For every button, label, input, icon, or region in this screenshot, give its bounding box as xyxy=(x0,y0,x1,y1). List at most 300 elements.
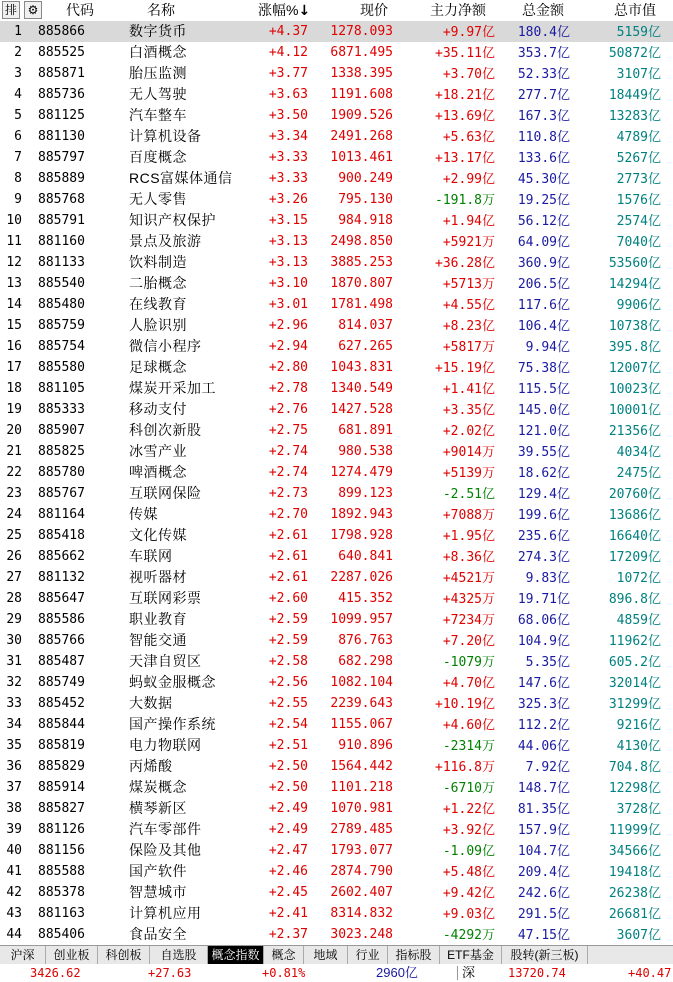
row-net-flow-unit: 万 xyxy=(481,340,495,355)
row-change: +2.78 xyxy=(268,381,308,396)
row-amount-value: 19.25 xyxy=(517,193,557,208)
row-net-flow-unit: 亿 xyxy=(481,25,495,40)
table-row[interactable] xyxy=(0,210,673,231)
tab-1[interactable]: 创业板 xyxy=(46,946,98,964)
row-net-flow-value: +3.70 xyxy=(442,67,482,82)
row-index: 9 xyxy=(14,192,22,207)
row-amount xyxy=(495,231,570,252)
row-net-flow xyxy=(405,714,495,735)
row-amount-value: 9.83 xyxy=(525,571,557,586)
row-price: 682.298 xyxy=(338,654,393,669)
table-row[interactable] xyxy=(0,777,673,798)
header-net-flow[interactable]: 主力净额 xyxy=(430,2,486,18)
table-row[interactable] xyxy=(0,63,673,84)
row-amount-value: 18.62 xyxy=(517,466,557,481)
row-price: 681.891 xyxy=(338,423,393,438)
row-market-cap xyxy=(576,609,661,630)
row-amount-value: 121.0 xyxy=(517,424,557,439)
row-net-flow-unit: 万 xyxy=(481,655,495,670)
row-net-flow-value: +5.63 xyxy=(442,130,482,145)
row-net-flow xyxy=(405,420,495,441)
row-price: 910.896 xyxy=(338,738,393,753)
row-net-flow-value: +13.69 xyxy=(435,109,482,124)
row-change: +3.33 xyxy=(268,150,308,165)
row-net-flow xyxy=(405,483,495,504)
table-row[interactable] xyxy=(0,714,673,735)
row-market-cap xyxy=(576,189,661,210)
sort-button[interactable]: 排 xyxy=(2,1,20,19)
row-amount-unit: 亿 xyxy=(556,781,570,796)
row-net-flow xyxy=(405,252,495,273)
row-amount-unit: 亿 xyxy=(556,382,570,397)
table-row[interactable] xyxy=(0,882,673,903)
row-amount-value: 235.6 xyxy=(517,529,557,544)
row-name: 文化传媒 xyxy=(129,527,187,543)
row-market-cap-value: 7040 xyxy=(616,235,648,250)
row-amount-value: 291.5 xyxy=(517,907,557,922)
row-name: 移动支付 xyxy=(129,401,187,417)
row-market-cap-value: 3607 xyxy=(616,928,648,943)
table-row[interactable] xyxy=(0,273,673,294)
table-row[interactable] xyxy=(0,756,673,777)
row-net-flow-unit: 亿 xyxy=(481,529,495,544)
row-index: 30 xyxy=(6,633,22,648)
row-market-cap-unit: 亿 xyxy=(647,487,661,502)
row-amount-unit: 亿 xyxy=(556,550,570,565)
row-change: +2.73 xyxy=(268,486,308,501)
row-amount-unit: 亿 xyxy=(556,109,570,124)
row-amount xyxy=(495,84,570,105)
tab-9[interactable]: ETF基金 xyxy=(440,946,502,964)
table-row[interactable] xyxy=(0,294,673,315)
row-price: 2602.407 xyxy=(330,885,393,900)
row-index: 5 xyxy=(14,108,22,123)
row-change: +2.54 xyxy=(268,717,308,732)
row-market-cap-value: 13283 xyxy=(608,109,648,124)
table-row[interactable] xyxy=(0,525,673,546)
row-code: 885480 xyxy=(38,297,85,312)
row-amount-value: 106.4 xyxy=(517,319,557,334)
row-index: 32 xyxy=(6,675,22,690)
row-amount xyxy=(495,672,570,693)
row-market-cap-value: 896.8 xyxy=(608,592,648,607)
row-market-cap-unit: 亿 xyxy=(647,529,661,544)
row-net-flow xyxy=(405,147,495,168)
row-index: 24 xyxy=(6,507,22,522)
header-market-cap[interactable]: 总市值 xyxy=(614,2,656,18)
row-market-cap xyxy=(576,651,661,672)
row-name: 二胎概念 xyxy=(129,275,187,291)
row-change: +2.50 xyxy=(268,759,308,774)
row-market-cap-value: 11999 xyxy=(608,823,648,838)
row-index: 37 xyxy=(6,780,22,795)
row-net-flow xyxy=(405,798,495,819)
row-name: 智能交通 xyxy=(129,632,187,648)
row-name: 足球概念 xyxy=(129,359,187,375)
row-amount xyxy=(495,483,570,504)
row-amount xyxy=(495,378,570,399)
table-row[interactable] xyxy=(0,546,673,567)
gear-icon[interactable]: ⚙ xyxy=(24,1,42,19)
row-market-cap-value: 31299 xyxy=(608,697,648,712)
row-amount-unit: 亿 xyxy=(556,739,570,754)
sh-index-change: +27.63 xyxy=(148,966,192,980)
row-amount xyxy=(495,861,570,882)
row-price: 627.265 xyxy=(338,339,393,354)
row-amount-value: 360.9 xyxy=(517,256,557,271)
row-amount-unit: 亿 xyxy=(556,655,570,670)
row-change: +2.49 xyxy=(268,801,308,816)
row-net-flow xyxy=(405,504,495,525)
row-market-cap xyxy=(576,567,661,588)
row-name: 电力物联网 xyxy=(129,737,202,753)
row-change: +2.37 xyxy=(268,927,308,942)
row-name: 景点及旅游 xyxy=(129,233,202,249)
row-code: 885866 xyxy=(38,24,85,39)
row-net-flow-unit: 万 xyxy=(481,193,495,208)
row-net-flow xyxy=(405,924,495,945)
row-market-cap-value: 1072 xyxy=(616,571,648,586)
table-row[interactable] xyxy=(0,42,673,63)
row-net-flow-value: -4292 xyxy=(442,928,482,943)
table-row[interactable] xyxy=(0,315,673,336)
row-net-flow-value: +8.36 xyxy=(442,550,482,565)
row-net-flow-value: +5921 xyxy=(442,235,482,250)
row-market-cap-unit: 亿 xyxy=(647,214,661,229)
row-market-cap-unit: 亿 xyxy=(647,613,661,628)
table-row[interactable] xyxy=(0,903,673,924)
row-market-cap xyxy=(576,252,661,273)
row-market-cap xyxy=(576,672,661,693)
row-net-flow xyxy=(405,819,495,840)
row-price: 1338.395 xyxy=(330,66,393,81)
row-market-cap xyxy=(576,714,661,735)
row-amount-unit: 亿 xyxy=(556,487,570,502)
tab-6[interactable]: 地域 xyxy=(304,946,348,964)
row-price: 876.763 xyxy=(338,633,393,648)
row-change: +2.61 xyxy=(268,570,308,585)
table-row[interactable] xyxy=(0,105,673,126)
row-net-flow-value: -2314 xyxy=(442,739,482,754)
row-market-cap-value: 16640 xyxy=(608,529,648,544)
row-net-flow-unit: 亿 xyxy=(481,718,495,733)
tab-10[interactable]: 股转(新三板) xyxy=(502,946,588,964)
row-amount xyxy=(495,42,570,63)
row-price: 1798.928 xyxy=(330,528,393,543)
row-name: 煤炭概念 xyxy=(129,779,187,795)
row-net-flow xyxy=(405,462,495,483)
tab-5[interactable]: 概念 xyxy=(264,946,304,964)
table-row[interactable] xyxy=(0,378,673,399)
table-row[interactable] xyxy=(0,420,673,441)
row-code: 885914 xyxy=(38,780,85,795)
row-market-cap-unit: 亿 xyxy=(647,403,661,418)
row-net-flow-unit: 亿 xyxy=(481,67,495,82)
row-market-cap xyxy=(576,336,661,357)
row-name: 科创次新股 xyxy=(129,422,202,438)
table-row[interactable] xyxy=(0,609,673,630)
row-code: 885889 xyxy=(38,171,85,186)
header-code[interactable]: 代码 xyxy=(66,2,94,18)
table-row[interactable] xyxy=(0,840,673,861)
row-net-flow xyxy=(405,336,495,357)
row-market-cap xyxy=(576,168,661,189)
row-net-flow-unit: 亿 xyxy=(481,424,495,439)
table-row[interactable] xyxy=(0,693,673,714)
table-row[interactable] xyxy=(0,441,673,462)
row-net-flow-unit: 亿 xyxy=(481,214,495,229)
row-net-flow xyxy=(405,546,495,567)
row-market-cap-value: 26238 xyxy=(608,886,648,901)
row-net-flow xyxy=(405,651,495,672)
row-amount-unit: 亿 xyxy=(556,760,570,775)
row-net-flow-value: +5.48 xyxy=(442,865,482,880)
row-market-cap-unit: 亿 xyxy=(647,256,661,271)
row-amount xyxy=(495,462,570,483)
row-price: 1793.077 xyxy=(330,843,393,858)
row-amount-unit: 亿 xyxy=(556,634,570,649)
table-row[interactable] xyxy=(0,168,673,189)
table-row[interactable] xyxy=(0,651,673,672)
row-name: 丙烯酸 xyxy=(129,758,173,774)
row-price: 2874.790 xyxy=(330,864,393,879)
row-code: 885754 xyxy=(38,339,85,354)
header-change[interactable] xyxy=(258,0,310,21)
row-market-cap-unit: 亿 xyxy=(647,823,661,838)
row-name: 横琴新区 xyxy=(129,800,187,816)
row-market-cap-unit: 亿 xyxy=(647,802,661,817)
row-market-cap xyxy=(576,462,661,483)
table-row[interactable] xyxy=(0,252,673,273)
row-market-cap xyxy=(576,273,661,294)
table-row[interactable] xyxy=(0,504,673,525)
row-price: 1340.549 xyxy=(330,381,393,396)
row-code: 885844 xyxy=(38,717,85,732)
row-price: 1892.943 xyxy=(330,507,393,522)
row-market-cap xyxy=(576,63,661,84)
row-price: 1870.807 xyxy=(330,276,393,291)
row-amount-unit: 亿 xyxy=(556,46,570,61)
table-row[interactable] xyxy=(0,84,673,105)
row-market-cap-unit: 亿 xyxy=(647,508,661,523)
row-change: +3.33 xyxy=(268,171,308,186)
row-name: 知识产权保护 xyxy=(129,212,216,228)
row-amount-unit: 亿 xyxy=(556,676,570,691)
row-market-cap-value: 1576 xyxy=(616,193,648,208)
row-market-cap-value: 4034 xyxy=(616,445,648,460)
row-amount xyxy=(495,525,570,546)
table-row[interactable] xyxy=(0,231,673,252)
table-row[interactable] xyxy=(0,798,673,819)
row-net-flow-value: +5817 xyxy=(442,340,482,355)
table-row[interactable] xyxy=(0,567,673,588)
row-amount-unit: 亿 xyxy=(556,802,570,817)
row-net-flow-value: +36.28 xyxy=(435,256,482,271)
row-amount xyxy=(495,252,570,273)
row-amount-unit: 亿 xyxy=(556,613,570,628)
row-market-cap-value: 5159 xyxy=(616,25,648,40)
row-name: RCS富媒体通信 xyxy=(129,170,233,186)
row-index: 38 xyxy=(6,801,22,816)
row-market-cap-unit: 亿 xyxy=(647,739,661,754)
row-index: 19 xyxy=(6,402,22,417)
table-row[interactable] xyxy=(0,189,673,210)
row-amount-value: 180.4 xyxy=(517,25,557,40)
row-market-cap-unit: 亿 xyxy=(647,130,661,145)
row-market-cap xyxy=(576,525,661,546)
row-market-cap-unit: 亿 xyxy=(647,25,661,40)
row-market-cap-value: 17209 xyxy=(608,550,648,565)
row-net-flow-unit: 亿 xyxy=(481,634,495,649)
row-index: 44 xyxy=(6,927,22,942)
row-name: 互联网彩票 xyxy=(129,590,202,606)
row-amount-value: 325.3 xyxy=(517,697,557,712)
tab-0[interactable]: 沪深 xyxy=(0,946,46,964)
row-change: +2.70 xyxy=(268,507,308,522)
table-row[interactable] xyxy=(0,924,673,945)
row-index: 13 xyxy=(6,276,22,291)
header-name[interactable]: 名称 xyxy=(147,2,175,18)
row-index: 43 xyxy=(6,906,22,921)
row-name: 在线教育 xyxy=(129,296,187,312)
row-amount-unit: 亿 xyxy=(556,823,570,838)
table-row[interactable] xyxy=(0,588,673,609)
row-change: +3.15 xyxy=(268,213,308,228)
table-row[interactable] xyxy=(0,861,673,882)
sh-index-pct: +0.81% xyxy=(262,966,306,980)
row-amount xyxy=(495,420,570,441)
row-change: +3.13 xyxy=(268,255,308,270)
row-change: +3.01 xyxy=(268,297,308,312)
sh-amount: 2960亿 xyxy=(376,965,418,980)
row-name: 无人驾驶 xyxy=(129,86,187,102)
row-code: 885588 xyxy=(38,864,85,879)
row-price: 984.918 xyxy=(338,213,393,228)
row-price: 640.841 xyxy=(338,549,393,564)
tab-7[interactable]: 行业 xyxy=(348,946,388,964)
row-amount-value: 5.35 xyxy=(525,655,557,670)
tab-4[interactable]: 概念指数 xyxy=(208,946,264,964)
row-net-flow xyxy=(405,441,495,462)
table-row[interactable] xyxy=(0,126,673,147)
row-change: +4.37 xyxy=(268,24,308,39)
table-row[interactable] xyxy=(0,735,673,756)
row-price: 8314.832 xyxy=(330,906,393,921)
row-market-cap-value: 12298 xyxy=(608,781,648,796)
row-code: 885662 xyxy=(38,549,85,564)
row-market-cap-unit: 亿 xyxy=(647,571,661,586)
table-row[interactable] xyxy=(0,630,673,651)
row-net-flow-unit: 万 xyxy=(481,235,495,250)
row-index: 2 xyxy=(14,45,22,60)
row-index: 12 xyxy=(6,255,22,270)
row-market-cap xyxy=(576,105,661,126)
table-row[interactable] xyxy=(0,21,673,42)
header-amount[interactable]: 总金额 xyxy=(522,2,564,18)
row-index: 39 xyxy=(6,822,22,837)
header-price[interactable]: 现价 xyxy=(360,2,388,18)
row-market-cap xyxy=(576,546,661,567)
row-amount xyxy=(495,147,570,168)
row-net-flow-value: +4325 xyxy=(442,592,482,607)
row-price: 1191.608 xyxy=(330,87,393,102)
row-market-cap-unit: 亿 xyxy=(647,172,661,187)
row-amount xyxy=(495,189,570,210)
row-name: 无人零售 xyxy=(129,191,187,207)
row-market-cap xyxy=(576,294,661,315)
row-market-cap-unit: 亿 xyxy=(647,718,661,733)
row-amount xyxy=(495,21,570,42)
row-net-flow-unit: 亿 xyxy=(481,88,495,103)
row-price: 1082.104 xyxy=(330,675,393,690)
table-row[interactable] xyxy=(0,399,673,420)
row-amount xyxy=(495,840,570,861)
row-net-flow-value: -1079 xyxy=(442,655,482,670)
tab-3[interactable]: 自选股 xyxy=(150,946,208,964)
row-market-cap xyxy=(576,777,661,798)
row-net-flow-value: +7088 xyxy=(442,508,482,523)
row-amount xyxy=(495,714,570,735)
row-amount xyxy=(495,399,570,420)
header-change-label: 涨幅% xyxy=(258,2,299,18)
table-row[interactable] xyxy=(0,336,673,357)
row-name: 天津自贸区 xyxy=(129,653,202,669)
row-price: 3023.248 xyxy=(330,927,393,942)
row-change: +3.50 xyxy=(268,108,308,123)
row-market-cap xyxy=(576,483,661,504)
row-name: 保险及其他 xyxy=(129,842,202,858)
row-name: 数字货币 xyxy=(129,23,187,39)
row-market-cap-value: 395.8 xyxy=(608,340,648,355)
table-row[interactable] xyxy=(0,483,673,504)
tab-2[interactable]: 科创板 xyxy=(98,946,150,964)
row-name: 车联网 xyxy=(129,548,173,564)
table-row[interactable] xyxy=(0,357,673,378)
row-market-cap-unit: 亿 xyxy=(647,151,661,166)
row-net-flow-unit: 万 xyxy=(481,928,495,943)
row-amount xyxy=(495,210,570,231)
row-net-flow-value: +3.35 xyxy=(442,403,482,418)
row-net-flow-unit: 万 xyxy=(481,445,495,460)
row-market-cap-value: 9906 xyxy=(616,298,648,313)
row-net-flow xyxy=(405,777,495,798)
table-row[interactable] xyxy=(0,462,673,483)
row-amount-value: 47.15 xyxy=(517,928,557,943)
row-code: 885586 xyxy=(38,612,85,627)
row-name: 胎压监测 xyxy=(129,65,187,81)
row-market-cap xyxy=(576,147,661,168)
table-row[interactable] xyxy=(0,672,673,693)
row-amount xyxy=(495,126,570,147)
row-net-flow xyxy=(405,294,495,315)
table-row[interactable] xyxy=(0,819,673,840)
row-amount xyxy=(495,609,570,630)
row-net-flow-unit: 亿 xyxy=(481,382,495,397)
row-index: 15 xyxy=(6,318,22,333)
row-market-cap-value: 20760 xyxy=(608,487,648,502)
tab-8[interactable]: 指标股 xyxy=(388,946,440,964)
row-change: +2.56 xyxy=(268,675,308,690)
row-change: +2.45 xyxy=(268,885,308,900)
row-market-cap-unit: 亿 xyxy=(647,361,661,376)
row-net-flow xyxy=(405,273,495,294)
row-name: 汽车整车 xyxy=(129,107,187,123)
row-price: 1043.831 xyxy=(330,360,393,375)
table-row[interactable] xyxy=(0,147,673,168)
row-market-cap-unit: 亿 xyxy=(647,886,661,901)
row-market-cap xyxy=(576,693,661,714)
row-amount-unit: 亿 xyxy=(556,466,570,481)
